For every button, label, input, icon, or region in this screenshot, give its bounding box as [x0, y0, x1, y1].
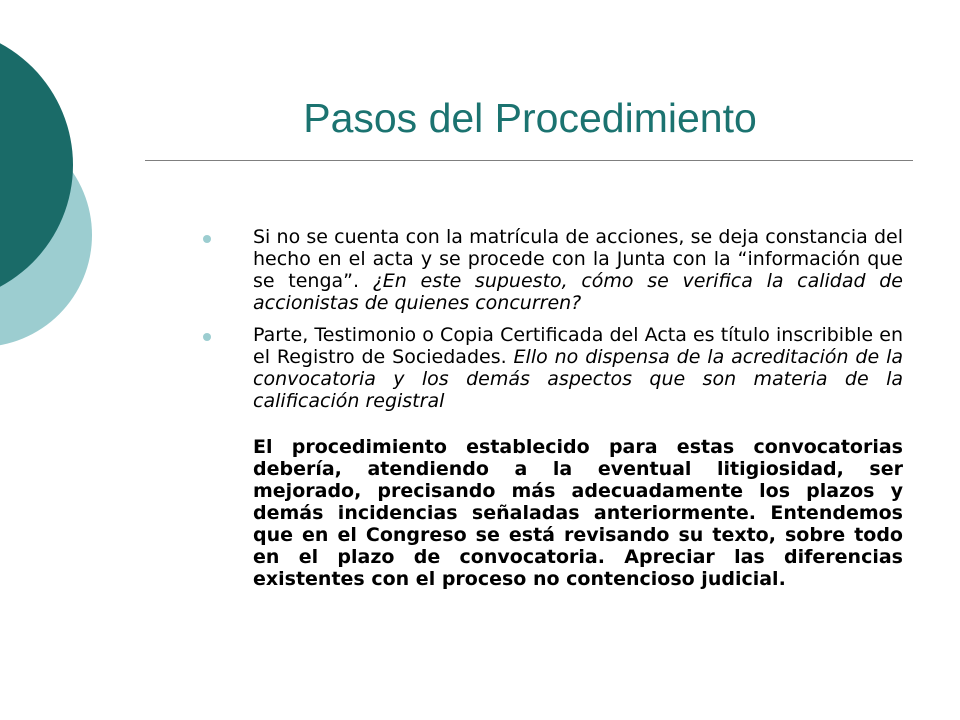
title-divider: [145, 160, 913, 161]
slide-title: Pasos del Procedimiento: [303, 95, 757, 141]
bullet-text: Si no se cuenta con la matrícula de acciones, se deja constancia del hecho en el acta y se procede con la Junta con la “información que se tenga”. ¿En este supuesto, cómo se verifica la calidad de accionistas de quienes concurren?: [253, 226, 904, 314]
bullet-item: [203, 324, 903, 412]
conclusion-paragraph: El procedimiento establecido para estas convocatorias debería, atendiendo a la eventual litigiosidad, ser mejorado, precisando más adecuadamente los plazos y demás incidencias señaladas anteriormente. Entendemos que en el Congreso se está revisando su texto, sobre todo en el plazo de convocatoria. Apreciar las diferencias existentes con el proceso no contencioso judicial.: [253, 436, 903, 590]
slide-body: [203, 226, 903, 609]
bullet-dot-icon: [203, 235, 211, 243]
bullet-dot-icon: [203, 333, 211, 341]
decorative-circles: [0, 0, 110, 400]
bullet-text: Parte, Testimonio o Copia Certificada del Acta es título inscribible en el Registro de Sociedades. Ello no dispensa de la acreditación de la convocatoria y los demás aspectos que son materia de la calificación registral: [253, 324, 903, 412]
bullet-item: [203, 226, 903, 314]
